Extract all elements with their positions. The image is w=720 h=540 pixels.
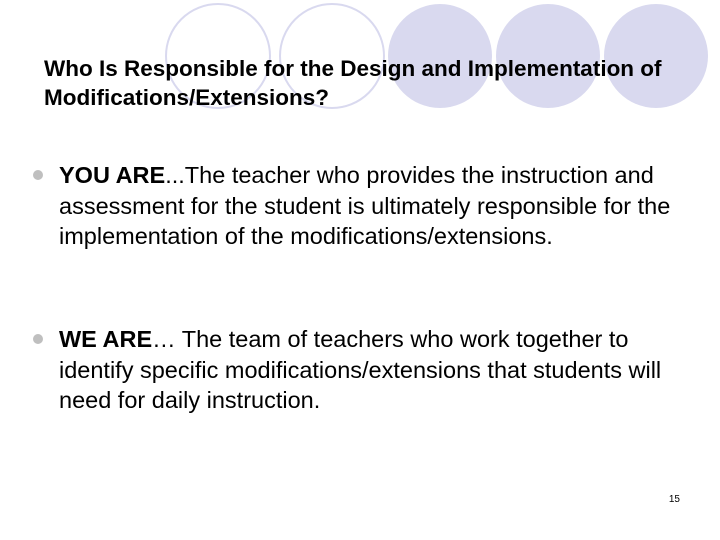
bullet-body: ...The teacher who provides the instruction and assessment for the student is ultimately responsible for the implementation of the modifications/extensions. (59, 162, 671, 249)
bullet-lead: YOU ARE (59, 162, 166, 188)
bullet-text (59, 324, 673, 416)
bullet-lead: WE ARE (59, 326, 153, 352)
slide-title: Who Is Responsible for the Design and Implementation of Modifications/Extensions? (44, 56, 662, 110)
bullet-text (59, 160, 673, 252)
circle-bullet-icon (33, 334, 43, 344)
bullet-body: … The team of teachers who work together to identify specific modifications/extensions that students will need for daily instruction. (59, 326, 662, 413)
circle-bullet-icon (33, 170, 43, 180)
page-number: 15 (668, 494, 680, 505)
